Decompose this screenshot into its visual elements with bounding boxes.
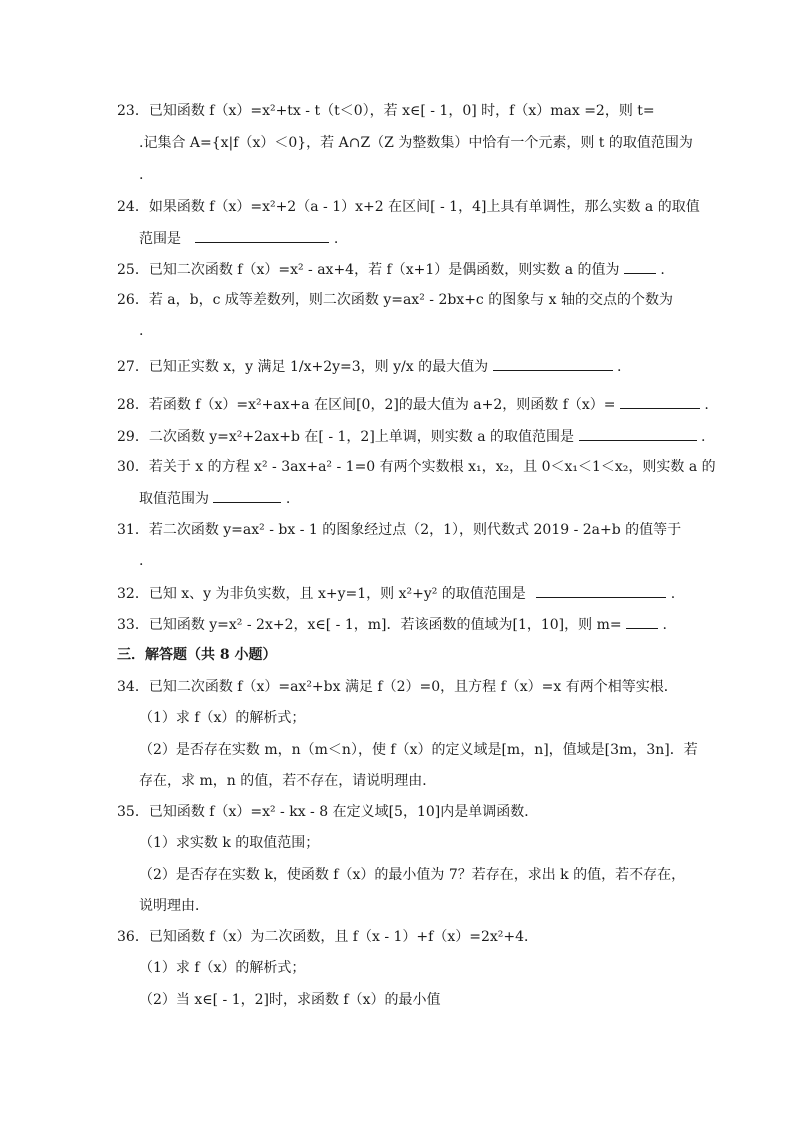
question-36-part-2: （2）当 x∈[ - 1，2]时，求函数 f（x）的最小值 xyxy=(139,992,441,1008)
question-30-line-1: 30．若关于 x 的方程 x² - 3ax+a² - 1=0 有两个实数根 x₁，x₂，且 0＜x₁＜1＜x₂，则实数 a 的 xyxy=(117,459,716,475)
question-29-end: . xyxy=(700,429,706,445)
question-28-end: . xyxy=(704,397,709,413)
answer-blank xyxy=(579,426,697,441)
question-26-line-1: 26．若 a，b，c 成等差数列，则二次函数 y=ax² - 2bx+c 的图象与 x 轴的交点的个数为 xyxy=(117,292,674,308)
question-23-line-3: . xyxy=(139,167,144,183)
question-27-end: . xyxy=(617,359,622,375)
section-title: 三．解答题（共 8 小题） xyxy=(117,647,277,663)
question-33-text: 33．已知函数 y=x² - 2x+2，x∈[ - 1，m]．若该函数的值域为[1，10]，则 m= xyxy=(117,617,622,633)
question-26-line-2: . xyxy=(139,323,144,339)
question-28 xyxy=(117,394,709,415)
question-24-line-2 xyxy=(139,228,684,249)
question-35-part-2b: 说明理由． xyxy=(139,898,209,914)
answer-blank xyxy=(213,488,281,503)
question-23-line-2: .记集合 A={x|f（x）＜0}，若 A∩Z（Z 为整数集）中恰有一个元素，则 t 的取值范围为 xyxy=(139,135,693,151)
question-36-line-1: 36．已知函数 f（x）为二次函数，且 f（x - 1）+f（x）=2x²+4． xyxy=(117,929,538,945)
question-31-line-2: . xyxy=(139,553,144,569)
question-33-end: . xyxy=(662,617,667,633)
answer-blank xyxy=(624,259,656,274)
question-33 xyxy=(117,614,684,635)
question-25-end: . xyxy=(660,262,665,278)
question-32-end: . xyxy=(670,586,676,602)
question-29 xyxy=(117,426,706,447)
question-34-part-2b: 存在，求 m，n 的值，若不存在，请说明理由． xyxy=(139,773,437,789)
question-30-text: 取值范围为 xyxy=(139,491,209,507)
question-29-text: 29．二次函数 y=x²+2ax+b 在[ - 1，2]上单调，则实数 a 的取值范围是 xyxy=(117,429,575,445)
answer-blank xyxy=(626,614,658,629)
question-30-end: . xyxy=(285,491,291,507)
question-32-text: 32．已知 x、y 为非负实数，且 x+y=1，则 x²+y² 的取值范围是 xyxy=(117,586,526,602)
question-35-part-2a: （2）是否存在实数 k，使函数 f（x）的最小值为 7？若存在，求出 k 的值，若不存在， xyxy=(139,867,686,883)
question-25-text: 25．已知二次函数 f（x）=x² - ax+4，若 f（x+1）是偶函数，则实数 a 的值为 xyxy=(117,262,620,278)
question-34-part-2a: （2）是否存在实数 m，n（m＜n），使 f（x）的定义域是[m，n]，值域是[3m，3n]．若 xyxy=(139,742,698,758)
question-27-text: 27．已知正实数 x，y 满足 1/x+2y=3，则 y/x 的最大值为 xyxy=(117,359,489,375)
question-30-line-2 xyxy=(139,488,684,509)
answer-blank xyxy=(536,583,666,598)
question-32 xyxy=(117,583,684,604)
answer-blank xyxy=(620,394,700,409)
question-36-part-1: （1）求 f（x）的解析式； xyxy=(139,960,306,976)
question-25 xyxy=(117,259,684,280)
question-24-line-1: 24．如果函数 f（x）=x²+2（a - 1）x+2 在区间[ - 1，4]上具有单调性，那么实数 a 的取值 xyxy=(117,199,700,215)
question-28-text: 28．若函数 f（x）=x²+ax+a 在区间[0，2]的最大值为 a+2，则函数 f（x）= xyxy=(117,397,616,413)
question-34-part-1: （1）求 f（x）的解析式； xyxy=(139,710,306,726)
question-27 xyxy=(117,356,684,377)
answer-blank xyxy=(195,228,329,243)
question-35-part-1: （1）求实数 k 的取值范围； xyxy=(139,835,320,851)
answer-blank xyxy=(493,356,613,371)
question-31-line-1: 31．若二次函数 y=ax² - bx - 1 的图象经过点（2，1），则代数式 2019 - 2a+b 的值等于 xyxy=(117,522,682,538)
question-24-end: . xyxy=(333,231,339,247)
question-23-line-1: 23．已知函数 f（x）=x²+tx - t（t＜0），若 x∈[ - 1，0] 时，f（x）max =2，则 t= xyxy=(117,103,655,119)
question-24-text: 范围是 xyxy=(139,231,181,247)
question-34-line-1: 34．已知二次函数 f（x）=ax²+bx 满足 f（2）=0，且方程 f（x）=x 有两个相等实根． xyxy=(117,679,678,695)
question-35-line-1: 35．已知函数 f（x）=x² - kx - 8 在定义域[5，10]内是单调函数． xyxy=(117,804,539,820)
